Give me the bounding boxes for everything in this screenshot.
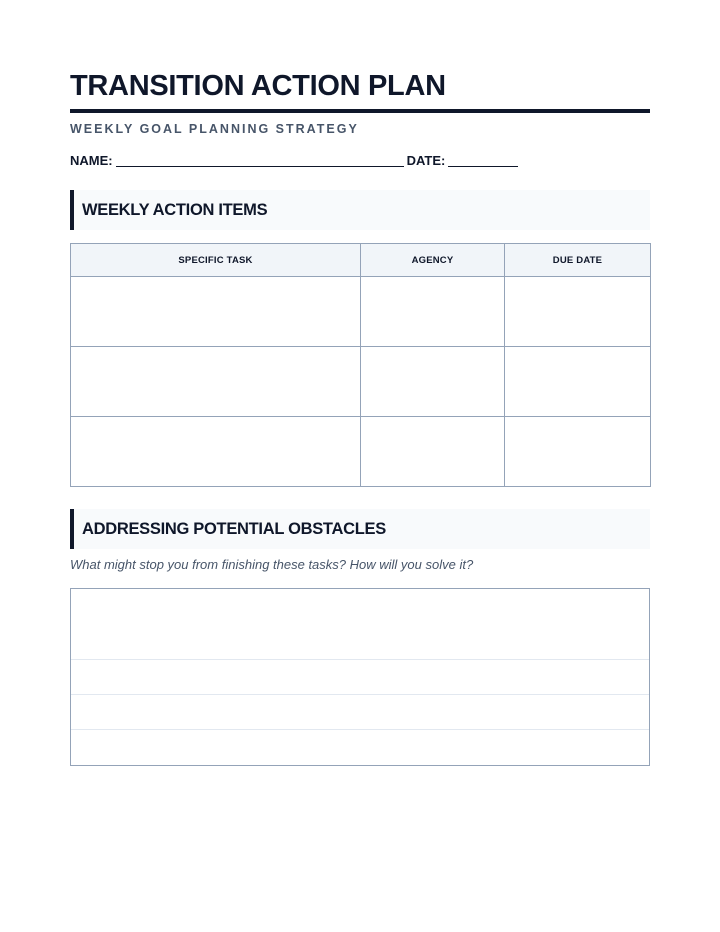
table-row <box>71 347 651 417</box>
title-rule <box>70 109 650 113</box>
agency-cell[interactable] <box>361 277 505 347</box>
writing-line <box>71 694 649 695</box>
task-cell[interactable] <box>71 347 361 417</box>
name-label: NAME: <box>70 153 113 168</box>
section-title: ADDRESSING POTENTIAL OBSTACLES <box>82 520 386 538</box>
due-date-cell[interactable] <box>505 417 651 487</box>
weekly-action-items-heading <box>70 190 650 230</box>
action-items-table <box>70 243 651 487</box>
table-row <box>71 277 651 347</box>
date-label: DATE: <box>406 153 446 168</box>
obstacles-response-box[interactable] <box>70 588 650 766</box>
column-header-specific-task: SPECIFIC TASK <box>71 244 361 277</box>
page-subtitle: WEEKLY GOAL PLANNING STRATEGY <box>70 122 359 136</box>
section-title: WEEKLY ACTION ITEMS <box>82 201 268 219</box>
column-header-agency: AGENCY <box>361 244 505 277</box>
page-title: TRANSITION ACTION PLAN <box>70 70 446 102</box>
name-field[interactable] <box>116 154 404 167</box>
task-cell[interactable] <box>71 277 361 347</box>
due-date-cell[interactable] <box>505 347 651 417</box>
table-header-row <box>71 244 651 277</box>
table-row <box>71 417 651 487</box>
writing-line <box>71 729 649 730</box>
agency-cell[interactable] <box>361 417 505 487</box>
obstacles-prompt: What might stop you from finishing these tasks? How will you solve it? <box>70 557 474 572</box>
due-date-cell[interactable] <box>505 277 651 347</box>
date-field[interactable] <box>448 154 518 167</box>
agency-cell[interactable] <box>361 347 505 417</box>
task-cell[interactable] <box>71 417 361 487</box>
column-header-due-date: DUE DATE <box>505 244 651 277</box>
obstacles-heading <box>70 509 650 549</box>
name-date-line <box>70 152 521 170</box>
writing-line <box>71 659 649 660</box>
